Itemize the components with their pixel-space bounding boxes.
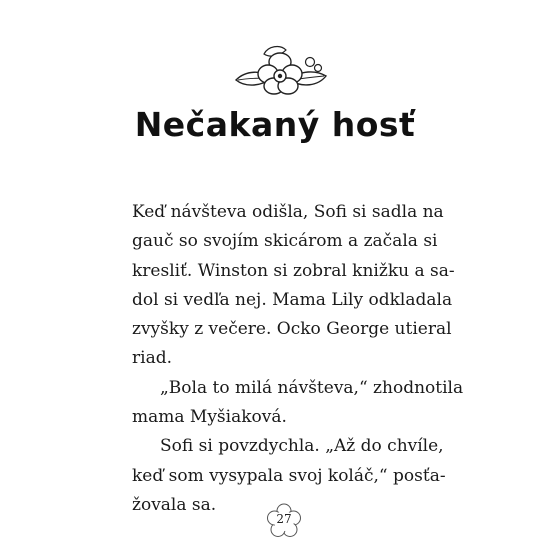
body-text (132, 198, 464, 520)
page-number: 27 (276, 512, 292, 526)
chapter-title: Nečakaný hosť (134, 105, 416, 144)
text-line: žovala sa. (132, 494, 217, 515)
text-line: riad. (132, 348, 172, 369)
text-line: keď som vysypala svoj koláč,“ posťa- (132, 465, 446, 486)
text-line: kresliť. Winston si zobral knižku a sa- (132, 260, 455, 281)
text-line: „Bola to milá návšteva,“ zhodnotila (160, 377, 464, 398)
text-line: dol si vedľa nej. Mama Lily odkladala (132, 289, 453, 310)
text-line: gauč so svojím skicárom a začala si (132, 231, 438, 252)
text-line: Sofi si povzdychla. „Až do chvíle, (160, 436, 444, 457)
text-line: zvyšky z večere. Ocko George utieral (132, 319, 452, 340)
flower-ornament-icon (228, 40, 334, 100)
page-number-badge (265, 502, 303, 540)
text-line: Keď návšteva odišla, Sofi si sadla na (132, 202, 444, 222)
text-line: mama Myšiaková. (132, 407, 287, 428)
